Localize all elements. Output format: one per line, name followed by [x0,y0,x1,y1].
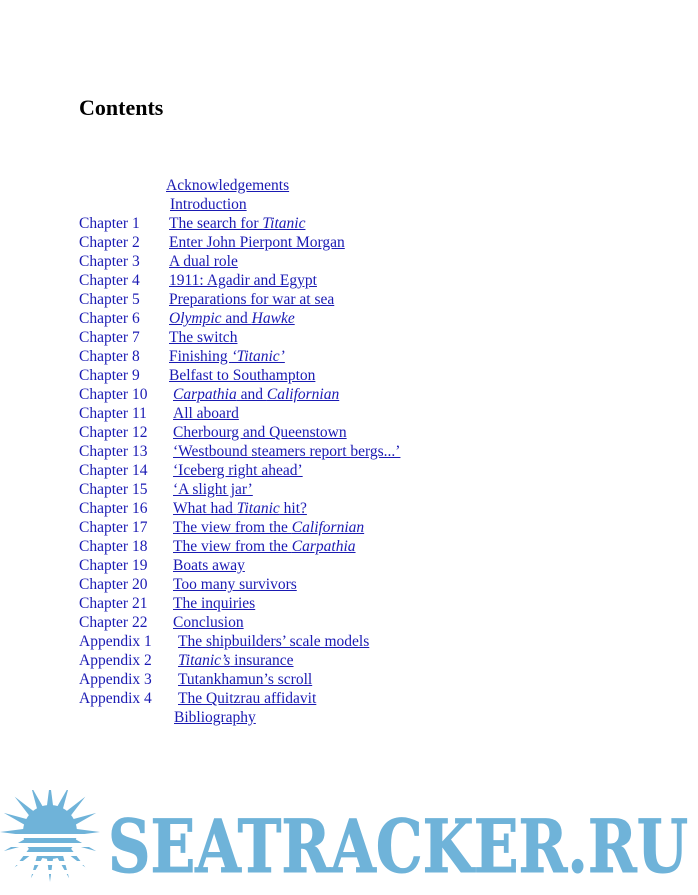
title-segment: Titanic [236,500,280,517]
sun-ray [47,790,53,806]
title-segment: The Quitzrau affidavit [178,690,317,707]
toc-entry-title [173,519,364,536]
sun-stripe [0,834,105,838]
toc-row [79,176,679,195]
title-segment: ‘Titanic’ [231,348,285,365]
toc-row [79,195,679,214]
toc-row [79,366,679,385]
toc-entry-link[interactable] [79,652,294,669]
toc-entry-number: Chapter 21 [79,595,148,612]
toc-row [79,613,679,632]
sun-ray [57,855,69,879]
sun-stripe [0,870,105,874]
title-segment: Cherbourg and Queenstown [173,424,347,441]
title-segment: and [236,386,267,403]
toc-row [79,594,679,613]
toc-entry-link[interactable] [79,443,400,460]
toc-entry-link[interactable] [79,690,316,707]
toc-entry-title [178,671,312,688]
sun-ray [57,790,69,809]
toc-entry-title [169,329,237,346]
toc-row [79,271,679,290]
toc-entry-number: Chapter 6 [79,310,140,327]
toc-entry-number: Chapter 12 [79,424,148,441]
toc-entry-number: Appendix 3 [79,671,152,688]
title-segment: Boats away [173,557,245,574]
title-segment: Californian [266,386,340,403]
sun-icon [0,790,105,882]
toc-entry-title [173,405,239,422]
toc-entry-title [169,215,305,232]
title-segment: Finishing [169,348,232,365]
toc-row [79,670,679,689]
toc-entry-number: Chapter 8 [79,348,140,365]
toc-entry-number: Chapter 18 [79,538,148,555]
toc-link-introduction[interactable]: Introduction [170,196,247,213]
title-segment: The view from the [173,538,292,555]
toc-entry-title [169,348,285,365]
toc-entry-link[interactable] [79,234,345,251]
toc-entry-number: Chapter 2 [79,234,140,251]
toc-entry-number: Chapter 3 [79,253,140,270]
toc-entry-number: Chapter 14 [79,462,148,479]
title-segment: Californian [291,519,365,536]
toc-row [79,328,679,347]
toc-row [79,233,679,252]
toc-entry-number: Chapter 10 [79,386,148,403]
sun-ray [4,813,28,825]
title-segment: What had [173,500,237,517]
toc-entry-number: Appendix 1 [79,633,152,650]
toc-row [79,518,679,537]
toc-entry-title [173,614,244,631]
toc-entry-link[interactable] [79,671,312,688]
title-segment: insurance [230,652,294,669]
toc-row [79,290,679,309]
title-segment: hit? [279,500,307,517]
toc-row [79,651,679,670]
page-title: Contents [79,95,164,120]
title-segment: Olympic [169,310,222,327]
toc-entry-link[interactable] [79,519,364,536]
toc-entry-link[interactable] [79,481,253,498]
toc-entry-title [173,443,400,460]
title-segment: 1911: Agadir and Egypt [169,272,317,289]
toc-entry-link[interactable] [79,424,347,441]
toc-entry-number: Appendix 2 [79,652,152,669]
title-segment: ‘Westbound steamers report bergs...’ [173,443,401,460]
toc-entry-number: Chapter 5 [79,291,140,308]
toc-entry-link[interactable] [79,614,244,631]
toc-row [79,708,679,727]
toc-entry-title [178,652,294,669]
toc-row [79,347,679,366]
sun-ray [73,813,97,825]
title-segment: Conclusion [173,614,244,631]
title-segment: The view from the [173,519,292,536]
toc-row [79,556,679,575]
toc-entry-title [169,367,315,384]
sun-stripe [0,852,105,856]
toc-entry-title [173,481,253,498]
toc-entry-title [169,310,295,327]
toc-entry-number: Chapter 7 [79,329,140,346]
toc-entry-link[interactable] [79,291,334,308]
toc-entry-link[interactable] [79,386,339,403]
watermark [0,790,698,895]
toc-entry-title [173,576,297,593]
toc-entry-title [178,633,369,650]
toc-row [79,309,679,328]
toc-entry-title [173,462,303,479]
toc-entry-link[interactable] [79,272,317,289]
title-segment: ‘A slight jar’ [173,481,253,498]
toc-link-acknowledgements[interactable]: Acknowledgements [166,177,290,194]
title-segment: Belfast to Southampton [169,367,316,384]
toc-entry-title [173,500,307,517]
toc-entry-link[interactable] [79,576,297,593]
toc-entry-number: Chapter 17 [79,519,148,536]
toc-row [79,214,679,233]
sun-stripe [0,861,105,865]
toc-link-bibliography[interactable]: Bibliography [174,709,256,726]
toc-entry-number: Chapter 22 [79,614,148,631]
toc-entry-title [173,538,356,555]
title-segment: Hawke [251,310,295,327]
title-segment: The search for [169,215,263,232]
toc-entry-link[interactable] [79,538,356,555]
toc-row [79,404,679,423]
title-segment: Enter John Pierpont Morgan [169,234,345,251]
toc-row [79,480,679,499]
table-of-contents [79,176,679,727]
toc-row [79,689,679,708]
toc-entry-number: Chapter 1 [79,215,140,232]
title-segment: and [221,310,252,327]
sun-ray [31,855,43,879]
title-segment: The inquiries [173,595,256,612]
toc-entry-title [173,424,347,441]
title-segment: Carpathia [291,538,356,555]
title-segment: A dual role [169,253,238,270]
title-segment: All aboard [173,405,239,422]
title-segment: Tutankhamun’s scroll [178,671,313,688]
toc-entry-link[interactable] [79,500,307,517]
title-segment: ‘Iceberg right ahead’ [173,462,303,479]
toc-entry-number: Chapter 11 [79,405,147,422]
toc-entry-number: Chapter 13 [79,443,148,460]
toc-entry-number: Chapter 4 [79,272,140,289]
title-segment: Titanic’s [178,652,231,669]
sun-ray [31,790,43,809]
title-segment: Preparations for war at sea [169,291,335,308]
toc-row [79,252,679,271]
toc-entry-title [169,272,317,289]
toc-entry-link[interactable] [79,329,237,346]
toc-entry-link[interactable] [79,462,303,479]
toc-entry-number: Chapter 20 [79,576,148,593]
toc-entry-link[interactable] [79,215,305,232]
title-segment: The shipbuilders’ scale models [178,633,370,650]
toc-row [79,632,679,651]
toc-entry-title [178,690,316,707]
title-segment: The switch [169,329,238,346]
toc-entry-number: Chapter 16 [79,500,148,517]
toc-entry-link[interactable] [79,348,285,365]
toc-row [79,499,679,518]
sun-disc [23,805,77,859]
title-segment: Carpathia [173,386,237,403]
toc-entry-number: Chapter 19 [79,557,148,574]
toc-entry-link[interactable] [79,557,245,574]
toc-row [79,575,679,594]
toc-entry-number: Chapter 15 [79,481,148,498]
toc-row [79,385,679,404]
toc-entry-link[interactable] [79,253,238,270]
title-segment: Too many survivors [173,576,297,593]
toc-entry-link[interactable] [79,595,255,612]
toc-entry-title [169,234,345,251]
toc-entry-link[interactable] [79,367,315,384]
toc-entry-title [173,557,245,574]
toc-entry-link[interactable] [79,310,295,327]
toc-entry-title [169,253,238,270]
toc-entry-title [173,595,255,612]
toc-row [79,461,679,480]
title-segment: Titanic [262,215,306,232]
toc-row [79,442,679,461]
toc-entry-number: Appendix 4 [79,690,152,707]
toc-row [79,423,679,442]
sun-stripe [0,843,105,847]
toc-entry-number: Chapter 9 [79,367,140,384]
toc-entry-link[interactable] [79,405,239,422]
toc-entry-link[interactable] [79,633,369,650]
toc-row [79,537,679,556]
watermark-text: SEATRACKER.RU [108,804,688,890]
toc-entry-title [169,291,334,308]
toc-entry-title [173,386,339,403]
